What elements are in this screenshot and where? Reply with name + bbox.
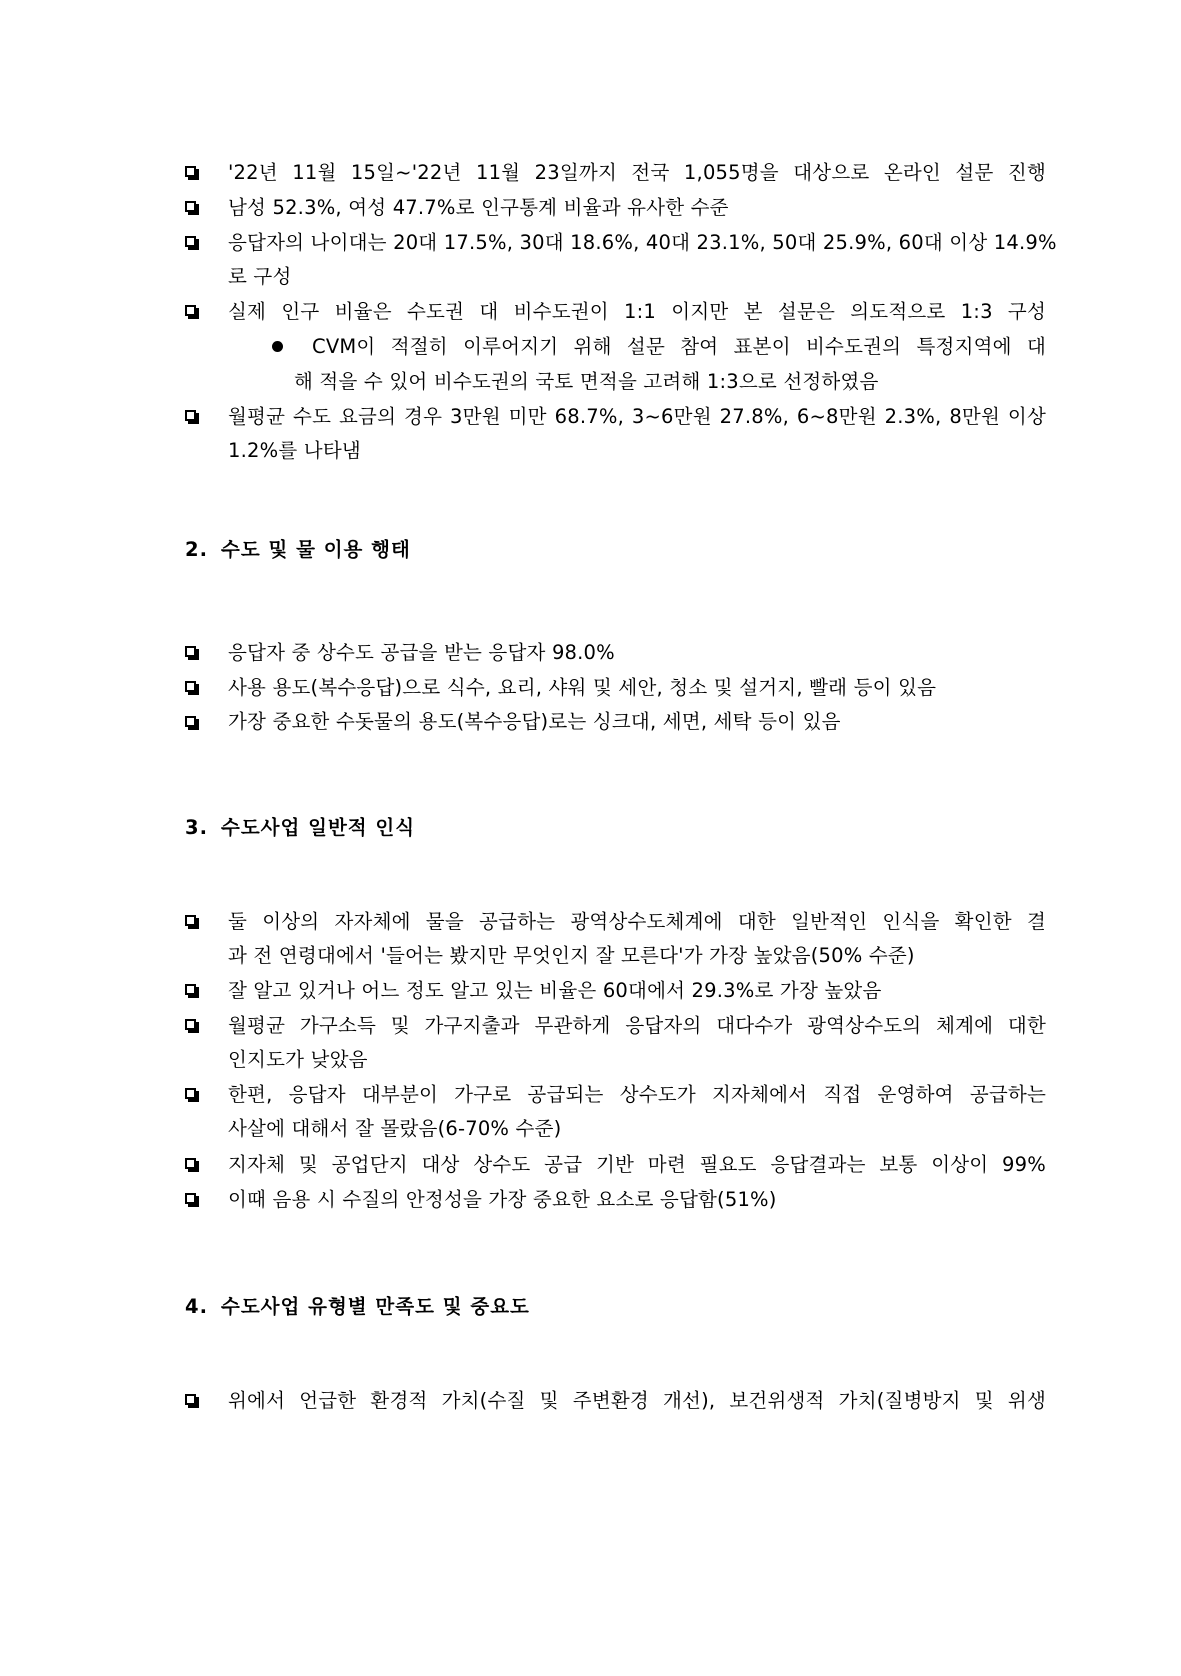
section-title: 수도 및 물 이용 행태 [221, 538, 411, 561]
bullet-line-continued: 인지도가 낮았음 [228, 1048, 368, 1071]
bullet-line-continued: 과 전 연령대에서 '들어는 봤지만 무엇인지 잘 모른다'가 가장 높았음(50% 수준) [228, 944, 915, 967]
sub-bullet-line: CVM이 적절히 이루어지기 위해 설문 참여 표본이 비수도권의 특정지역에 대 [312, 335, 1046, 358]
checkbox-bullet-icon [185, 984, 196, 995]
bullet-line: 남성 52.3%, 여성 47.7%로 인구통계 비율과 유사한 수준 [228, 196, 729, 219]
checkbox-bullet-icon [185, 681, 196, 692]
checkbox-bullet-icon [185, 1158, 196, 1169]
checkbox-bullet-icon [185, 1088, 196, 1099]
bullet-line: 한편, 응답자 대부분이 가구로 공급되는 상수도가 지자체에서 직접 운영하여 공급하는 [228, 1083, 1046, 1106]
checkbox-bullet-icon [185, 236, 196, 247]
checkbox-bullet-icon [185, 305, 196, 316]
bullet-line: 둘 이상의 자자체에 물을 공급하는 광역상수도체계에 대한 일반적인 인식을 확인한 결 [228, 910, 1046, 933]
section-heading [185, 1288, 530, 1325]
bullet-line: 위에서 언급한 환경적 가치(수질 및 주변환경 개선), 보건위생적 가치(질병방지 및 위생 [228, 1389, 1046, 1412]
bullet-line: 응답자의 나이대는 20대 17.5%, 30대 18.6%, 40대 23.1%, 50대 25.9%, 60대 이상 14.9% [228, 231, 1057, 254]
checkbox-bullet-icon [185, 646, 196, 657]
section-number: 4. [185, 1295, 208, 1318]
checkbox-bullet-icon [185, 1394, 196, 1405]
checkbox-bullet-icon [185, 915, 196, 926]
bullet-line: 지자체 및 공업단지 대상 상수도 공급 기반 마련 필요도 응답결과는 보통 이상이 99% [228, 1153, 1046, 1176]
section-title: 수도사업 유형별 만족도 및 중요도 [221, 1295, 530, 1318]
section-heading [185, 531, 411, 568]
section-number: 2. [185, 538, 208, 561]
bullet-line: 응답자 중 상수도 공급을 받는 응답자 98.0% [228, 641, 615, 664]
checkbox-bullet-icon [185, 1193, 196, 1204]
checkbox-bullet-icon [185, 166, 196, 177]
checkbox-bullet-icon [185, 1019, 196, 1030]
sub-bullet-line-continued: 해 적을 수 있어 비수도권의 국토 면적을 고려해 1:3으로 선정하였음 [294, 370, 879, 393]
section-heading [185, 809, 415, 846]
bullet-line: 월평균 수도 요금의 경우 3만원 미만 68.7%, 3~6만원 27.8%, 6~8만원 2.3%, 8만원 이상 [228, 405, 1046, 428]
bullet-line-continued: 1.2%를 나타냄 [228, 439, 361, 462]
bullet-line: 사용 용도(복수응답)으로 식수, 요리, 샤워 및 세안, 청소 및 설거지, 빨래 등이 있음 [228, 676, 937, 699]
section-title: 수도사업 일반적 인식 [221, 816, 416, 839]
bullet-line-continued: 로 구성 [228, 265, 292, 288]
bullet-line: 실제 인구 비율은 수도권 대 비수도권이 1:1 이지만 본 설문은 의도적으로 1:3 구성 [228, 300, 1046, 323]
section-number: 3. [185, 816, 208, 839]
checkbox-bullet-icon [185, 410, 196, 421]
bullet-line-continued: 사살에 대해서 잘 몰랐음(6-70% 수준) [228, 1117, 562, 1140]
bullet-line: '22년 11월 15일~'22년 11월 23일까지 전국 1,055명을 대상으로 온라인 설문 진행 [228, 161, 1046, 184]
checkbox-bullet-icon [185, 716, 196, 727]
bullet-line: 잘 알고 있거나 어느 정도 알고 있는 비율은 60대에서 29.3%로 가장 높았음 [228, 979, 882, 1002]
checkbox-bullet-icon [185, 201, 196, 212]
bullet-line: 가장 중요한 수돗물의 용도(복수응답)로는 싱크대, 세면, 세탁 등이 있음 [228, 710, 841, 733]
round-bullet-icon [272, 341, 283, 352]
bullet-line: 월평균 가구소득 및 가구지출과 무관하게 응답자의 대다수가 광역상수도의 체계에 대한 [228, 1014, 1046, 1037]
bullet-line: 이때 음용 시 수질의 안정성을 가장 중요한 요소로 응답함(51%) [228, 1188, 777, 1211]
